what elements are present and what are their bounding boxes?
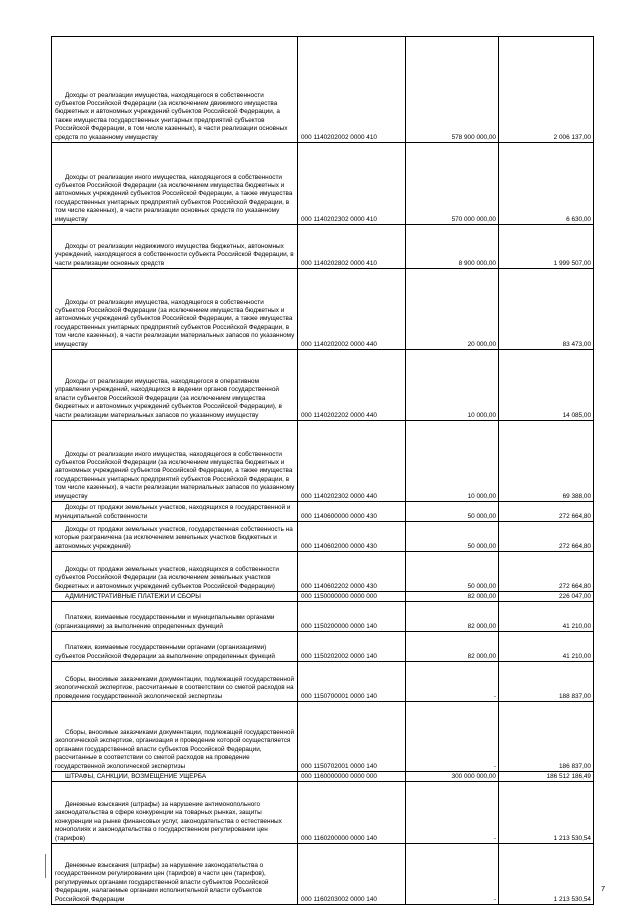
row-code: 000 1150702001 0000 140 (298, 702, 406, 772)
row-plan: 20 000,00 (406, 269, 499, 350)
row-name: Доходы от реализации имущества, находящегося в собственности субъектов Российской Федерации (за исключением движимого имущества бюджетных и автономных учреждений субъектов Российской Федерации, а также имущества государственных унитарных предприятий субъектов Российской Федерации, в том числе казенных), в части реализации основных средств по указанному имуществу (52, 37, 298, 143)
row-fact: 2 006 137,00 (499, 37, 594, 143)
table-row (52, 772, 594, 782)
row-code: 000 1140202002 0000 440 (298, 269, 406, 350)
row-code: 000 1160200000 0000 140 (298, 782, 406, 844)
row-code: 000 1140202002 0000 410 (298, 37, 406, 143)
table-row (52, 602, 594, 632)
row-fact: 41 210,00 (499, 602, 594, 632)
row-name: АДМИНИСТРАТИВНЫЕ ПЛАТЕЖИ И СБОРЫ (52, 592, 298, 602)
row-name: Доходы от продажи земельных участков, государственная собственность на которые разграничена (за исключением земельных участков бюджетных и автономных учреждений) (52, 522, 298, 552)
table-row (52, 844, 594, 905)
row-name: Сборы, вносимые заказчиками документации, подлежащей государственной экологической экспертизе, рассчитанные в соответствии со сметой расходов на проведение государственной экологической экспертизы (52, 662, 298, 702)
row-name: Доходы от реализации имущества, находящегося в оперативном управлении учреждений, находящихся в ведении органов государственной власти субъектов Российской Федерации (за исключением имущества бюджетных и автономных учреждений субъектов Российской Федерации), в части реализации материальных запасов по указанному имуществу (52, 350, 298, 421)
row-code: 000 1140202302 0000 410 (298, 143, 406, 225)
row-code: 000 1140600000 0000 430 (298, 502, 406, 522)
row-plan: 300 000 000,00 (406, 772, 499, 782)
row-plan: 82 000,00 (406, 632, 499, 662)
row-name: Денежные взыскания (штрафы) за нарушение законодательства о государственном регулировании цен (тарифов) в части цен (тарифов), регулируемых органами государственной власти субъектов Российской Федерации, налагаемые органами исполнительной власти субъектов Российской Федерации (52, 844, 298, 905)
table-row (52, 502, 594, 522)
table-row (52, 552, 594, 592)
table-row (52, 782, 594, 844)
row-code: 000 1140602202 0000 430 (298, 552, 406, 592)
row-name: Доходы от реализации иного имущества, находящегося в собственности субъектов Российской Федерации (за исключением имущества бюджетных и автономных учреждений субъектов Российской Федерации, а также имущества государственных унитарных предприятий субъектов Российской Федерации, в том числе казенных), в части реализации основных средств по указанному имуществу (52, 143, 298, 225)
row-name: Доходы от реализации иного имущества, находящегося в собственности субъектов Российской Федерации (за исключением имущества бюджетных и автономных учреждений субъектов Российской Федерации, а также имущества государственных унитарных предприятий субъектов Российской Федерации, в том числе казенных), в части реализации материальных запасов по указанному имуществу (52, 421, 298, 502)
row-plan: - (406, 662, 499, 702)
table-row (52, 143, 594, 225)
row-name: Доходы от реализации имущества, находящегося в собственности субъектов Российской Федерации (за исключением имущества бюджетных и автономных учреждений субъектов Российской Федерации, а также имущества государственных унитарных предприятий субъектов Российской Федерации, в том числе казенных), в части реализации материальных запасов по указанному имуществу (52, 269, 298, 350)
table-row (52, 592, 594, 602)
table-row (52, 269, 594, 350)
row-plan: 82 000,00 (406, 592, 499, 602)
row-fact: 272 664,80 (499, 552, 594, 592)
row-code: 000 1140602000 0000 430 (298, 522, 406, 552)
row-name: Доходы от продажи земельных участков, находящихся в государственной и муниципальной собственности (52, 502, 298, 522)
table-row (52, 662, 594, 702)
row-plan: 578 900 000,00 (406, 37, 499, 143)
row-code: 000 1150700001 0000 140 (298, 662, 406, 702)
margin-rule (45, 854, 46, 878)
table-row (52, 421, 594, 502)
row-plan: - (406, 782, 499, 844)
table-row (52, 632, 594, 662)
row-plan: 50 000,00 (406, 522, 499, 552)
row-fact: 1 213 530,54 (499, 844, 594, 905)
row-code: 000 1140202202 0000 440 (298, 350, 406, 421)
row-name: Денежные взыскания (штрафы) за нарушение антимонопольного законодательства в сфере конкуренции на товарных рынках, защиты конкуренции на рынке финансовых услуг, законодательства о естественных монополиях и законодательства о государственном регулировании цен (тарифов) (52, 782, 298, 844)
row-fact: 1 213 530,54 (499, 782, 594, 844)
row-plan: 82 000,00 (406, 602, 499, 632)
table-row (52, 350, 594, 421)
row-name: Сборы, вносимые заказчиками документации, подлежащей государственной экологической экспертизе, организация и проведение которой осуществляется органами государственной власти субъектов Российской Федерации, рассчитанные в соответствии со сметой расходов на проведение государственной экологической экспертизы (52, 702, 298, 772)
row-code: 000 1140202802 0000 410 (298, 225, 406, 269)
row-code: 000 1140202302 0000 440 (298, 421, 406, 502)
row-fact: 41 210,00 (499, 632, 594, 662)
row-plan: 50 000,00 (406, 502, 499, 522)
row-code: 000 1160203002 0000 140 (298, 844, 406, 905)
row-fact: 272 664,80 (499, 502, 594, 522)
row-name: Платежи, взимаемые государственными и муниципальными органами (организациями) за выполнение определенных функций (52, 602, 298, 632)
table-row (52, 522, 594, 552)
row-fact: 226 047,00 (499, 592, 594, 602)
row-plan: - (406, 702, 499, 772)
row-plan: 10 000,00 (406, 421, 499, 502)
revenue-table (51, 36, 594, 905)
row-fact: 272 664,80 (499, 522, 594, 552)
row-fact: 6 630,00 (499, 143, 594, 225)
row-fact: 1 999 507,00 (499, 225, 594, 269)
row-name: Доходы от продажи земельных участков, находящихся в собственности субъектов Российской Федерации (за исключением земельных участков бюджетных и автономных учреждений субъектов Российской Федерации) (52, 552, 298, 592)
page-number: 7 (601, 884, 606, 893)
row-fact: 69 388,00 (499, 421, 594, 502)
row-name: Доходы от реализации недвижимого имущества бюджетных, автономных учреждений, находящегося в собственности субъекта Российской Федерации, в части реализации основных средств (52, 225, 298, 269)
row-plan: 8 900 000,00 (406, 225, 499, 269)
row-fact: 186 837,00 (499, 702, 594, 772)
row-name: ШТРАФЫ, САНКЦИИ, ВОЗМЕЩЕНИЕ УЩЕРБА (52, 772, 298, 782)
row-code: 000 1150000000 0000 000 (298, 592, 406, 602)
row-fact: 83 473,00 (499, 269, 594, 350)
row-fact: 188 837,00 (499, 662, 594, 702)
row-code: 000 1150200000 0000 140 (298, 602, 406, 632)
row-plan: 50 000,00 (406, 552, 499, 592)
row-fact: 186 512 186,49 (499, 772, 594, 782)
row-plan: - (406, 844, 499, 905)
row-name: Платежи, взимаемые государственными органами (организациями) субъектов Российской Федерации за выполнение определенных функций (52, 632, 298, 662)
table-row (52, 37, 594, 143)
row-plan: 10 000,00 (406, 350, 499, 421)
row-fact: 14 085,00 (499, 350, 594, 421)
row-plan: 570 000 000,00 (406, 143, 499, 225)
table-row (52, 225, 594, 269)
row-code: 000 1160000000 0000 000 (298, 772, 406, 782)
table-row (52, 702, 594, 772)
row-code: 000 1150202002 0000 140 (298, 632, 406, 662)
